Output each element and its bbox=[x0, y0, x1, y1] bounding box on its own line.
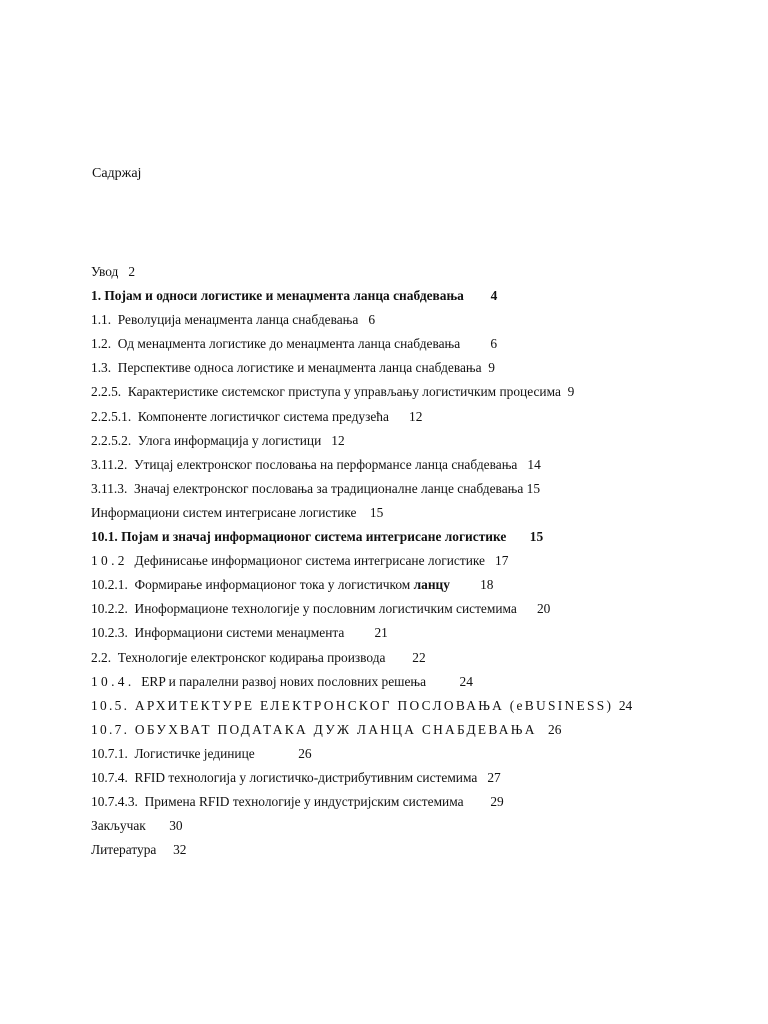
toc-entry[interactable] bbox=[91, 742, 751, 766]
toc-entry-title: 10.7.4. RFID технологија у логистичко-дистрибутивним системима bbox=[91, 769, 478, 785]
toc-entry[interactable] bbox=[91, 646, 751, 670]
toc-entry[interactable] bbox=[91, 814, 751, 838]
toc-entry-title: 10.7.4.3. Примена RFID технологије у индустријским системима bbox=[91, 794, 464, 810]
toc-entry-page-number: 12 bbox=[409, 408, 423, 424]
toc-entry-title: 10.7.1. Логистичке јединице bbox=[91, 745, 255, 761]
toc-entry[interactable] bbox=[91, 766, 751, 790]
toc-entry[interactable] bbox=[91, 477, 751, 501]
toc-entry[interactable] bbox=[91, 380, 751, 404]
toc-entry-title: 10.1. Појам и значај информационог система интегрисане логистике bbox=[91, 529, 507, 545]
toc-entry[interactable] bbox=[91, 718, 751, 742]
toc-entry-title: 1.1. Револуција менаџмента ланца снабдевања bbox=[91, 312, 359, 328]
toc-entry-page-number: 15 bbox=[369, 504, 384, 520]
toc-entry-page-number: 9 bbox=[567, 384, 575, 400]
toc-entry[interactable] bbox=[91, 694, 751, 718]
toc-entry[interactable] bbox=[91, 621, 751, 645]
toc-entry-page-number: 22 bbox=[412, 649, 426, 665]
toc-entry[interactable] bbox=[91, 501, 751, 525]
toc-entry-page-number: 21 bbox=[374, 625, 388, 641]
toc-entry-gap bbox=[537, 722, 548, 737]
toc-entry-gap bbox=[389, 409, 409, 424]
toc-entry-page-number: 24 bbox=[459, 673, 473, 689]
toc-entry-page-number: 18 bbox=[480, 577, 494, 593]
toc-entry-page-number: 30 bbox=[169, 818, 183, 834]
toc-entry-page-number: 20 bbox=[536, 601, 551, 617]
toc-entry-title: 2.2. Технологије електронског кодирања производа bbox=[91, 649, 386, 665]
toc-entry-gap bbox=[485, 553, 495, 568]
toc-entry-title: 1.3. Перспективе односа логистике и менаџмента ланца снабдевања bbox=[91, 360, 482, 376]
toc-entry-page-number: 4 bbox=[490, 288, 498, 304]
toc-entry-title: 2.2.5.1. Компоненте логистичког система предузећа bbox=[91, 408, 389, 424]
toc-entry-page-number: 17 bbox=[495, 553, 509, 569]
table-of-contents bbox=[91, 260, 751, 862]
toc-entry[interactable] bbox=[91, 356, 751, 380]
toc-entry[interactable] bbox=[91, 670, 751, 694]
toc-entry-title: 10.5. АРХИТЕКТУРЕ ЕЛЕКТРОНСКОГ ПОСЛОВАЊА (eBUSINESS) bbox=[91, 697, 614, 713]
toc-entry[interactable] bbox=[91, 260, 751, 284]
toc-entry[interactable] bbox=[91, 790, 751, 814]
toc-entry-title: 2.2.5.2. Улога информација у логистици bbox=[91, 432, 322, 448]
toc-entry-title: 10.7. ОБУХВАТ ПОДАТАКА ДУЖ ЛАНЦА СНАБДЕВАЊА bbox=[91, 721, 537, 737]
toc-entry-title: 1. Појам и односи логистике и менаџмента ланца снабдевања bbox=[91, 288, 464, 304]
toc-entry-title: 10.2.2. Иноформационе технологије у пословним логистичким системима bbox=[91, 601, 517, 617]
toc-entry-page-number: 6 bbox=[490, 336, 498, 352]
toc-entry-page-number: 32 bbox=[173, 842, 187, 858]
toc-entry-page-number: 9 bbox=[488, 360, 495, 376]
toc-entry[interactable] bbox=[91, 838, 751, 862]
toc-entry-title: 1.2. Од менаџмента логистике до менаџмента ланца снабдевања bbox=[91, 336, 461, 352]
toc-entry-gap bbox=[460, 336, 490, 351]
toc-entry-title: 3.11.2. Утицај електронског пословања на перформансе ланца снабдевања bbox=[91, 456, 518, 472]
toc-entry-title: 2.2.5. Карактеристике системског приступа у управљању логистичким процесима bbox=[91, 384, 561, 400]
toc-entry-page-number: 6 bbox=[368, 312, 376, 328]
toc-entry-page-number: 15 bbox=[526, 480, 541, 496]
toc-entry-gap bbox=[477, 770, 487, 785]
toc-entry[interactable] bbox=[91, 597, 751, 621]
toc-entry-page-number: 26 bbox=[298, 745, 312, 761]
toc-entry-title-emphasis: ланцу bbox=[413, 577, 450, 593]
toc-entry-gap bbox=[118, 264, 128, 279]
toc-entry-page-number: 14 bbox=[527, 456, 541, 472]
toc-entry[interactable] bbox=[91, 405, 751, 429]
toc-entry[interactable] bbox=[91, 549, 751, 573]
toc-entry-page-number: 24 bbox=[618, 697, 633, 713]
toc-entry-gap bbox=[146, 818, 169, 833]
toc-entry[interactable] bbox=[91, 429, 751, 453]
toc-entry-gap bbox=[517, 601, 537, 616]
toc-entry-title: 10.2.1. Формирање информационог тока у логистичком bbox=[91, 577, 414, 593]
toc-entry-gap bbox=[517, 457, 527, 472]
toc-entry[interactable] bbox=[91, 332, 751, 356]
toc-entry-gap bbox=[156, 842, 173, 857]
toc-entry[interactable] bbox=[91, 284, 751, 308]
toc-entry-gap bbox=[255, 746, 299, 761]
toc-entry-gap bbox=[426, 674, 459, 689]
toc-entry-title: Закључак bbox=[91, 818, 146, 834]
toc-entry-gap bbox=[358, 312, 368, 327]
toc-entry-title: Увод bbox=[91, 264, 119, 279]
toc-entry-page-number: 12 bbox=[331, 432, 345, 448]
toc-entry-gap bbox=[450, 577, 480, 592]
toc-entry[interactable] bbox=[91, 573, 751, 597]
toc-entry-title: 1 0 . 4 . ERP и паралелни развој нових пословних решења bbox=[91, 673, 427, 689]
toc-entry-page-number: 2 bbox=[128, 264, 136, 279]
toc-entry-gap bbox=[464, 794, 491, 809]
toc-entry-gap bbox=[561, 384, 568, 399]
toc-entry-gap bbox=[321, 433, 331, 448]
toc-entry-gap bbox=[385, 650, 412, 665]
toc-entry-page-number: 27 bbox=[487, 769, 501, 785]
toc-entry-title: 1 0 . 2 Дефинисање информационог система интегрисане логистике bbox=[91, 553, 485, 569]
toc-entry-page-number: 26 bbox=[548, 721, 562, 737]
toc-entry-gap bbox=[344, 625, 374, 640]
toc-entry[interactable] bbox=[91, 308, 751, 332]
toc-entry-title: 3.11.3. Значај електронског пословања за традиционалне ланце снабдевања bbox=[91, 480, 524, 496]
toc-entry-title: Литература bbox=[91, 842, 157, 858]
toc-entry-gap bbox=[464, 288, 491, 303]
toc-entry-page-number: 29 bbox=[490, 794, 504, 810]
toc-entry[interactable] bbox=[91, 525, 751, 549]
toc-entry-gap bbox=[506, 529, 529, 544]
toc-entry[interactable] bbox=[91, 453, 751, 477]
toc-entry-gap bbox=[357, 505, 370, 520]
toc-entry-page-number: 15 bbox=[529, 529, 544, 545]
toc-entry-title: Информациони систем интегрисане логистике bbox=[91, 504, 357, 520]
toc-heading: Садржај bbox=[92, 166, 142, 181]
toc-entry-title: 10.2.3. Информациони системи менаџмента bbox=[91, 625, 345, 641]
